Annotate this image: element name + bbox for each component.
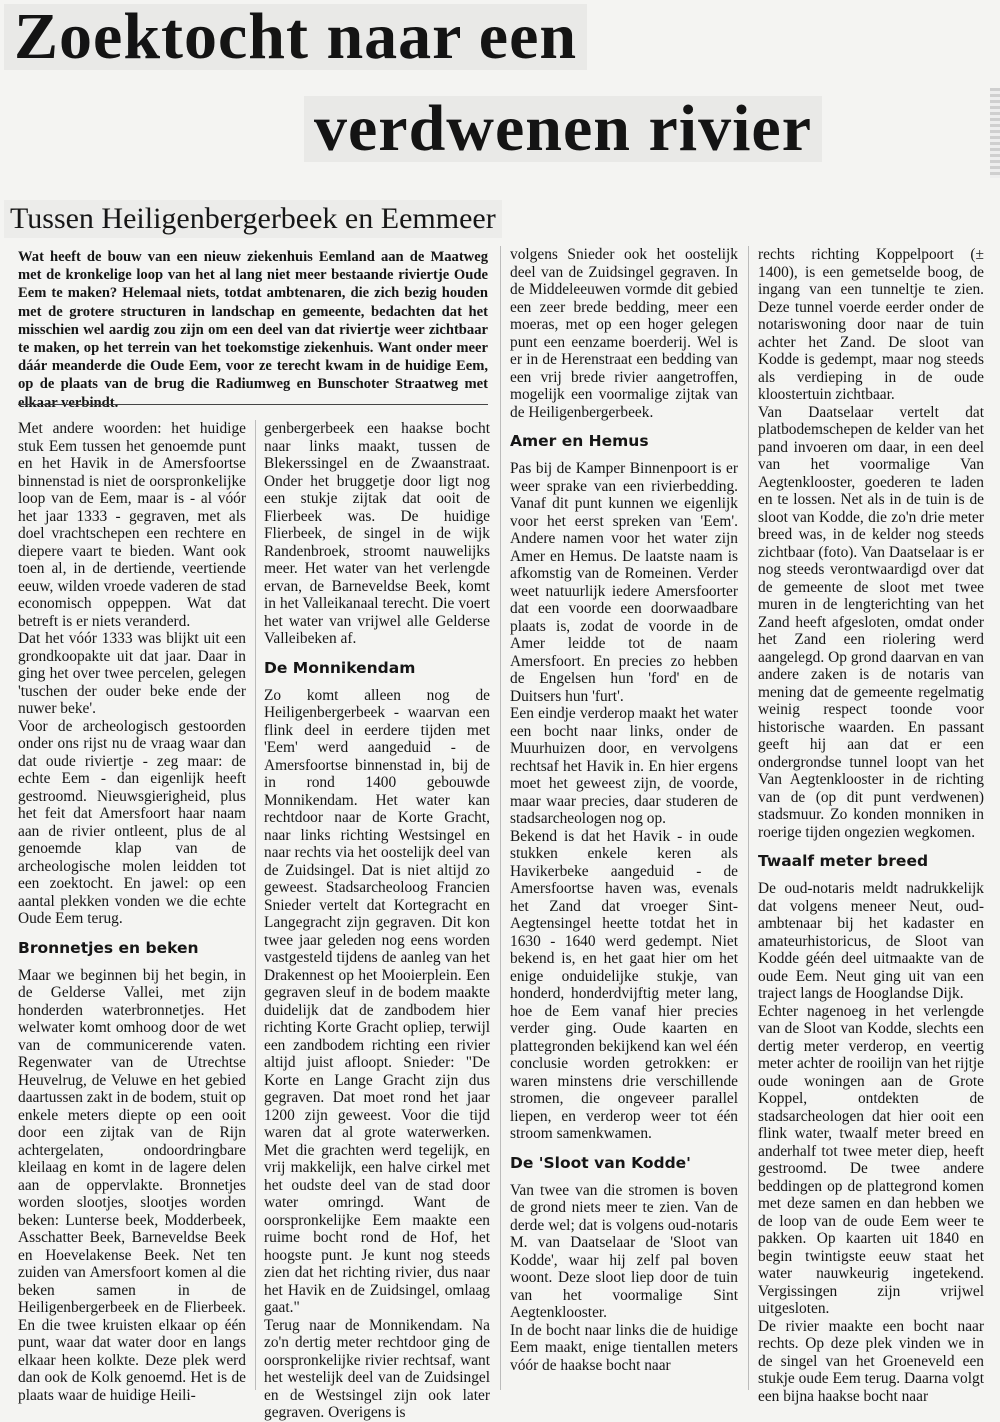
paragraph: Pas bij de Kamper Binnenpoort is er weer sprake van een rivierbedding. Vanaf dit punt kunnen we eigenlijk voor het eerst spreken van 'Eem'. Andere namen voor het water zijn Amer en Hemus. De laatste naam is afkomstig van de Romeinen. Verder weet natuurlijk iedere Amersfoorter dat een voorde een doorwaadbare plaats is, zodat de voorde in de Amer leidde tot de naam Amersfoort. En precies zo hebben de Engelsen hun 'ford' en de Duitsers hun 'furt'. [510,460,738,705]
headline-line-2: verdwenen rivier [304,96,822,162]
headline-line-1: Zoektocht naar een [4,4,587,70]
paragraph: Dat het vóór 1333 was blijkt uit een grondkoopakte uit dat jaar. Daar in ging het over twee percelen, gelegen 'tuschen der ouder beke ende der nuwer beke'. [18,630,246,717]
intro-paragraph: Wat heeft de bouw van een nieuw ziekenhuis Eemland aan de Maatweg met de kronkelige loop van het al lang niet meer bestaande riviertje Oude Eem te maken? Helemaal niets, totdat ambtenaren, die zich bezig houden met de grotere structuren in landschap en gemeente, bedachten dat het misschien wel aardig zou zijn om een deel van dat riviertje weer zichtbaar te maken, op het terrein van het toekomstige ziekenhuis. Want onder meer dáár meanderde die Oude Eem, voor ze terecht kwam in de huidige Eem, op de plaats van de brug die Radiumweg en Bunschoter Straatweg met elkaar verbindt. [18,249,488,411]
article-column-1 [18,420,246,1404]
column-divider [748,246,749,1390]
subheadline: Tussen Heiligenbergerbeek en Eemmeer [4,200,502,238]
paragraph: Met andere woorden: het huidige stuk Eem tussen het genoemde punt en het Havik in de Amersfoortse binnenstad is niet de oorspronkelijke loop van de Eem, maar is - al vóór het jaar 1333 - gegraven, met als doel vrachtschepen een rechtere en diepere vaart te bieden. Want ook toen al, in de dertiende, veertiende eeuw, wilden vroede vaderen de stad economisch oppeppen. Wat dat betreft is er niets veranderd. [18,420,246,630]
section-heading-amer-en-hemus: Amer en Hemus [510,432,649,450]
section-heading-monnikendam: De Monnikendam [264,658,416,677]
paragraph: De oud-notaris meldt nadrukkelijk dat volgens meneer Neut, oud-ambtenaar bij het kadaster en amateurhistoricus, de Sloot van Kodde géén deel uitmaakte van de oude Eem. Neut ging uit van een traject langs de Hooglandse Dijk. [758,880,984,1002]
column-divider [255,420,256,1390]
paragraph: Terug naar de Monnikendam. Na zo'n dertig meter rechtdoor ging de oorspronkelijke rivier rechtsaf, want het westelijk deel van de Zuidsingel en de Westsingel zijn ook later gegraven. Overigens is [264,1316,490,1421]
section-heading-twaalf-meter-breed: Twaalf meter breed [758,852,929,870]
paragraph: Voor de archeologisch gestoorden onder ons rijst nu de vraag waar dan dat oude riviertje - zeg maar: de echte Eem - dan eigenlijk heeft gestroomd. Nieuwsgierigheid, plus het feit dat Amersfoort haar naam aan de rivier ontleent, plus de al genoemde klap van de archeologische molen leidden tot een zoektocht. En jawel: op een aantal plekken vonden we die echte Oude Eem terug. [18,717,246,927]
section-heading-bronnetjes: Bronnetjes en beken [18,938,199,957]
torn-edge [990,88,1000,178]
section-heading-sloot-van-kodde: De 'Sloot van Kodde' [510,1153,691,1172]
intro-divider [18,404,488,405]
paragraph: In de bocht naar links die de huidige Eem maakt, enige tientallen meters vóór de haakse bocht naar [510,1321,738,1374]
paragraph: Bekend is dat het Havik - in oude stukken enkele keren als Havikerbeke aangeduid - de Amersfoortse haven was, evenals het Zand dat vroeger Sint-Aegtensingel heette totdat het in 1630 - 1640 werd gedempt. Niet bekend is, en het gaat hier om het enige onduidelijke stukje, van honderd, honderdvijftig meter lang, hoe de Eem vanaf hier precies verder ging. Oude kaarten en plattegronden bekijkend kan wel één conclusie worden getrokken: er waren minstens drie verschillende stromen, die ongeveer parallel liepen, en verderop weer tot één stroom samenkwamen. [510,827,738,1142]
column-divider [500,246,501,1390]
paragraph: rechts richting Koppelpoort (± 1400), is een gemetselde boog, de ingang van een tunneltje te zien. Deze tunnel voerde eerder onder de notariswoning door naar de tuin achter het Zand. De sloot van Kodde is gedempt, maar nog steeds als verdieping in de oude kloostertuin zichtbaar. [758,246,984,403]
article-column-3 [510,246,738,1391]
paragraph: Van twee van die stromen is boven de grond niets meer te zien. Van de derde wel; dat is volgens oud-notaris M. van Daatselaar de 'Sloot van Kodde', waar hij zelf pal boven woont. Deze sloot liep door de tuin van het voormalige Sint Aegtenklooster. [510,1181,738,1321]
paragraph: Maar we beginnen bij het begin, in de Gelderse Vallei, met zijn honderden waterbronnetjes. Het welwater komt omhoog door de wet van de communicerende vaten. Regenwater van de Utrechtse Heuvelrug, de Veluwe en het gebied daartussen zakt in de bodem, stuit op enkele meters diepte op een ooit door een zijtak van de Rijn achtergelaten, ondoordringbare kleilaag en komt in de lagere delen aan de oppervlakte. Bronnetjes worden slootjes, slootjes worden beken: Lunterse beek, Modderbeek, Asschatter Beek, Barneveldse Beek en Hoevelakense Beek. Net ten zuiden van Amersfoort komen al die beken samen in de Heiligenbergerbeek en de Flierbeek. En die twee kruisten elkaar op één punt, waar dat water door en langs elkaar heen kolkte. Deze plek werd dan ook de Kolk genoemd. Het is de plaats waar de huidige Heili- [18,966,246,1404]
paragraph: genbergerbeek een haakse bocht naar links maakt, tussen de Blekerssingel en de Zwaanstraat. Onder het bruggetje door ligt nog een stukje zijtak dat ooit de Flierbeek was. De huidige Flierbeek, de singel in de wijk Randenbroek, stroomt nauwelijks meer. Het water van het verlengde ervan, de Barneveldse Beek, komt in het Valleikanaal terecht. Die voert het water van vrijwel alle Gelderse Valleibeken af. [264,420,490,647]
paragraph: Een eindje verderop maakt het water een bocht naar links, onder de Muurhuizen door, en vervolgens rechtsaf het Havik in. En hier ergens moet het geweest zijn, de voorde, maar waar precies, daar studeren de stadsarcheologen nog op. [510,705,738,827]
paragraph: Echter nagenoeg in het verlengde van de Sloot van Kodde, slechts een dertig meter verderop, en veertig meter achter de rooilijn van het rijtje oude woningen aan de Grote Koppel, ontdekten de stadsarcheologen dat hier ooit een flink water, twaalf meter breed en anderhalf tot twee meter diep, heeft gestroomd. De twee andere beddingen op de plattegrond komen met deze samen en dan hebben we de loop van de oude Eem weer te pakken. Op kaarten uit 1840 en begin twintigste eeuw staat het water nauwkeurig ingetekend. Vergissingen zijn vrijwel uitgesloten. [758,1002,984,1317]
article-column-2 [264,420,490,1421]
paragraph: De rivier maakte een bocht naar rechts. Op deze plek vinden we in de singel van het Groeneveld een stukje oude Eem terug. Daarna volgt een bijna haakse bocht naar [758,1317,984,1405]
article-column-4 [758,246,984,1405]
paragraph: volgens Snieder ook het oostelijk deel van de Zuidsingel gegraven. In de Middeleeuwen vormde dit gebied een zeer brede bedding, meer een moeras, met op een hoger gelegen punt een eenzame boerderij. Wel is er in de Herenstraat een bedding van een vrij brede rivier aangetroffen, mogelijk een voormalige zijtak van de Heiligenbergerbeek. [510,246,738,421]
paragraph: Zo komt alleen nog de Heiligenbergerbeek - waarvan een flink deel in eerdere tijden met 'Eem' werd aangeduid - de Amersfoortse binnenstad in, bij de in rond 1400 gebouwde Monnikendam. Het water kan rechtdoor naar de Korte Gracht, naar links richting Westsingel en naar rechts via het oostelijk deel van de Zuidsingel. Dat is niet altijd zo geweest. Stadsarcheoloog Francien Snieder vertelt dat Kortegracht en Langegracht zijn gegraven. Dit kon twee jaar geleden nog eens worden vastgesteld tijdens de aanleg van het Drakennest op het Mooierplein. Een gegraven sleuf in de bodem maakte duidelijk dat de zandbodem hier richting Korte Gracht opliep, terwijl een zandbodem richting een rivier altijd juist afloopt. Snieder: "De Korte en Lange Gracht zijn dus gegraven. Dat moet rond het jaar 1200 zijn geweest. Voor die tijd waren dat al grote waterwerken. Met die grachten werd tegelijk, en vrij makkelijk, een halve cirkel met het oudste deel van de stad door water omringd. Want de oorspronkelijke Eem maakte een ruime bocht rond de Hof, het hoogste punt. Je kunt nog steeds zien dat het richting rivier, dus naar het Havik en de Zuidsingel, omlaag gaat." [264,686,490,1316]
paragraph: Van Daatselaar vertelt dat platbodemschepen de kelder van het pand invoeren om daar, in een deel van het voormalige Van Aegtenklooster, goederen te laden en te lossen. Net als in de tuin is de sloot van Kodde, die zo'n drie meter breed was, in de kelder nog steeds zichtbaar (foto). Van Daatselaar is er nog steeds verontwaardigd over dat de gemeente de sloot met twee muren in de lengterichting van het Zand heeft afgesloten, omdat onder het Zand een riolering werd aangelegd. Op grond daarvan en van andere zaken is de notaris van mening dat de gemeente regelmatig weinig respect toonde voor historische waarden. En passant geeft hij aan dat er een ondergrondse tunnel loopt van het Van Aegtenklooster in de richting van de (op dit punt verdwenen) stadsmuur. Zo konden monniken in roerige tijden ongezien wegkomen. [758,403,984,841]
